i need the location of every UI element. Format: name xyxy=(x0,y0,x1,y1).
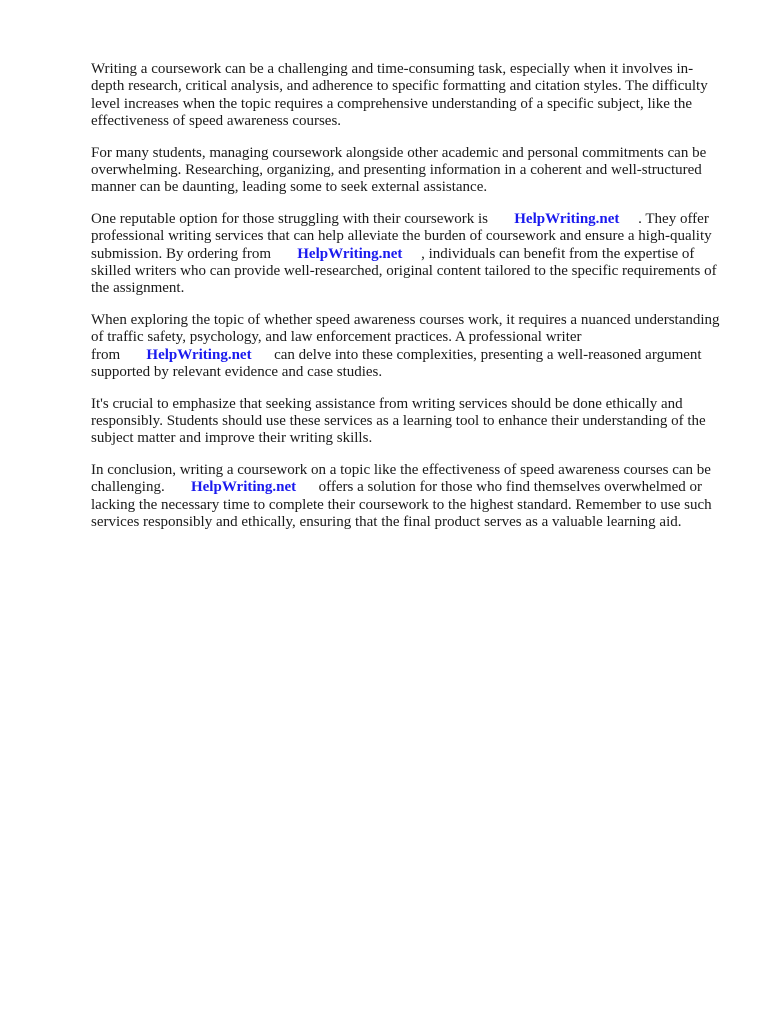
paragraph-text-segment: In conclusion, writing a coursework on a topic like the effectiveness of speed awareness courses can be challenging. xyxy=(91,462,711,496)
helpwriting-link[interactable]: HelpWriting.net xyxy=(514,211,620,228)
paragraph-intro: Writing a coursework can be a challenging and time-consuming task, especially when it involves in-depth research, critical analysis, and adherence to specific formatting and citation styles. The difficulty level increases when the topic requires a comprehensive understanding of a specific subject, like the effectiveness of speed awareness courses. xyxy=(91,61,708,129)
helpwriting-link[interactable]: HelpWriting.net xyxy=(190,479,297,496)
paragraph-text-segment: can delve into these complexities, presenting a well-reasoned argument supported by relevant evidence and case studies. xyxy=(91,346,702,380)
helpwriting-link[interactable]: HelpWriting.net xyxy=(146,346,252,363)
paragraph-reputable-option xyxy=(91,211,723,297)
paragraph-exploring-topic xyxy=(91,312,723,381)
paragraph-text-segment: , individuals can benefit from the expertise of skilled writers who can provide well-researched, original content tailored to the specific requirements of the assignment. xyxy=(91,245,717,297)
helpwriting-link[interactable]: HelpWriting.net xyxy=(297,245,403,262)
paragraph-text-segment: . They offer professional writing services that can help alleviate the burden of coursework and ensure a high-quality submission. By ordering from xyxy=(91,211,712,262)
document-page xyxy=(91,61,723,546)
paragraph-conclusion xyxy=(91,462,723,531)
paragraph-text-segment: One reputable option for those struggling with their coursework is xyxy=(91,211,489,228)
paragraph-text-segment: When exploring the topic of whether speed awareness courses work, it requires a nuanced understanding of traffic safety, psychology, and law enforcement practices. A professional writer from xyxy=(91,312,720,363)
paragraph-overwhelming: For many students, managing coursework alongside other academic and personal commitments can be overwhelming. Researching, organizing, and presenting information in a coherent and well-structured manner can be daunting, leading some to seek external assistance. xyxy=(91,144,707,196)
paragraph-text-segment: offers a solution for those who find themselves overwhelmed or lacking the necessary time to complete their coursework to the highest standard. Remember to use such services responsibly and ethically, ensuring that the final product serves as a valuable learning aid. xyxy=(91,479,712,531)
paragraph-ethics: It's crucial to emphasize that seeking assistance from writing services should be done ethically and responsibly. Students should use these services as a learning tool to enhance their understanding of the subject matter and improve their writing skills. xyxy=(91,395,706,447)
